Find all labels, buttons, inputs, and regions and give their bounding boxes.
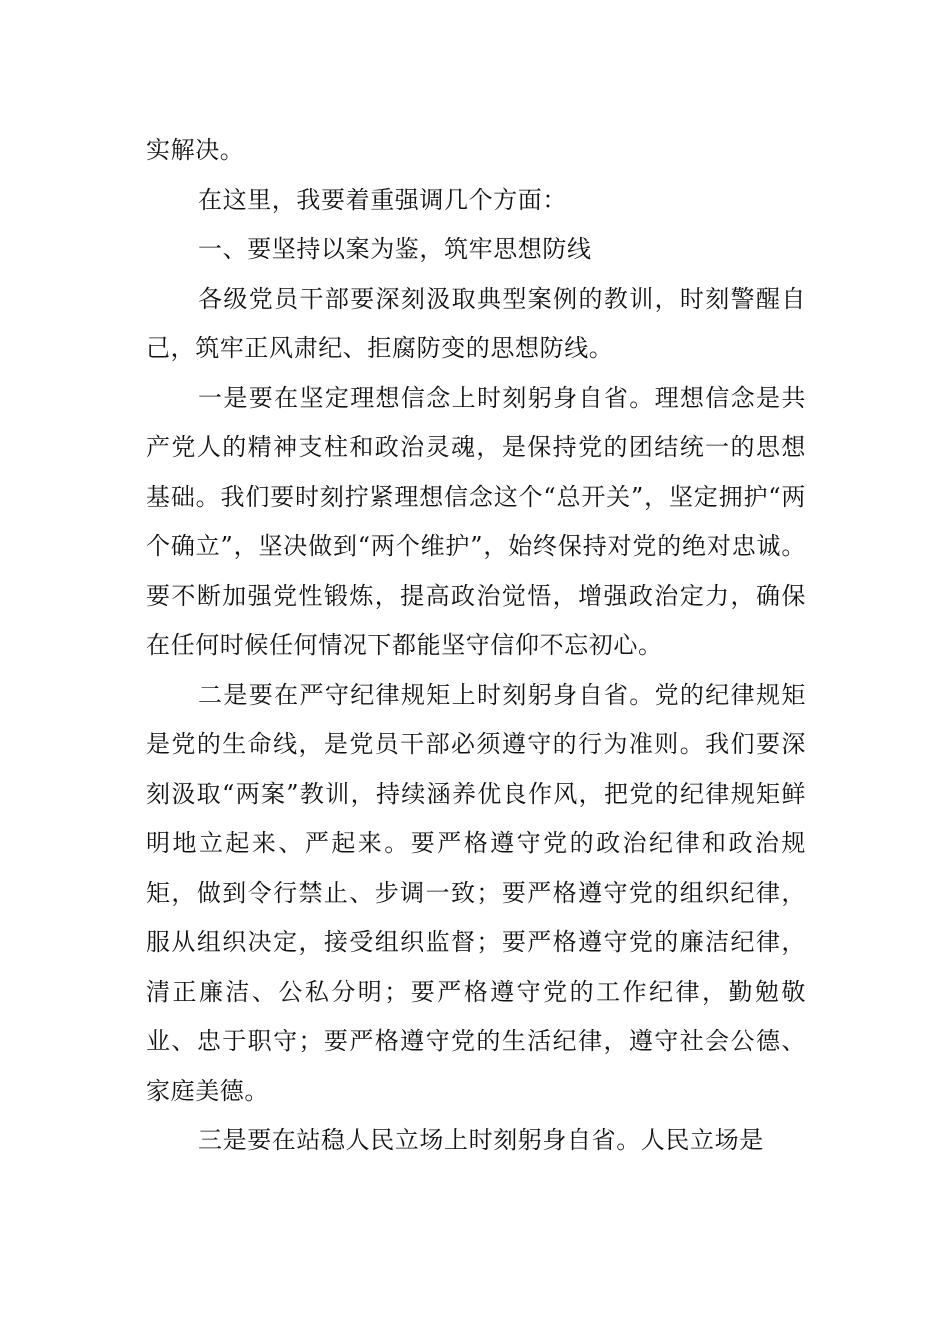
document-body — [146, 126, 806, 1166]
paragraph-point-one: 一是要在坚定理想信念上时刻躬身自省。理想信念是共产党人的精神支柱和政治灵魂，是保持党的团结统一的思想基础。我们要时刻拧紧理想信念这个“总开关”，坚定拥护“两个确立”，坚决做到“两个维护”，始终保持对党的绝对忠诚。要不断加强党性锻炼，提高政治觉悟，增强政治定力，确保在任何时候任何情况下都能坚守信仰不忘初心。 — [146, 383, 806, 659]
paragraph-intro: 在这里，我要着重强调几个方面： — [198, 185, 567, 214]
paragraph-section-intro: 各级党员干部要深刻汲取典型案例的教训，时刻警醒自己，筑牢正风肃纪、拒腐防变的思想防线。 — [146, 284, 806, 362]
paragraph-point-three: 三是要在站稳人民立场上时刻躬身自省。人民立场是 — [198, 1126, 764, 1154]
section-heading: 一、要坚持以案为鉴，筑牢思想防线 — [198, 235, 592, 263]
paragraph-point-two: 二是要在严守纪律规矩上时刻躬身自省。党的纪律规矩是党的生命线，是党员干部必须遵守的行为准则。我们要深刻汲取“两案”教训，持续涵养优良作风，把党的纪律规矩鲜明地立起来、严起来。要严格遵守党的政治纪律和政治规矩，做到令行禁止、步调一致；要严格遵守党的组织纪律，服从组织决定，接受组织监督；要严格遵守党的廉洁纪律，清正廉洁、公私分明；要严格遵守党的工作纪律，勤勉敬业、忠于职守；要严格遵守党的生活纪律，遵守社会公德、家庭美德。 — [146, 680, 806, 1105]
paragraph-continuation: 实解决。 — [146, 136, 245, 164]
